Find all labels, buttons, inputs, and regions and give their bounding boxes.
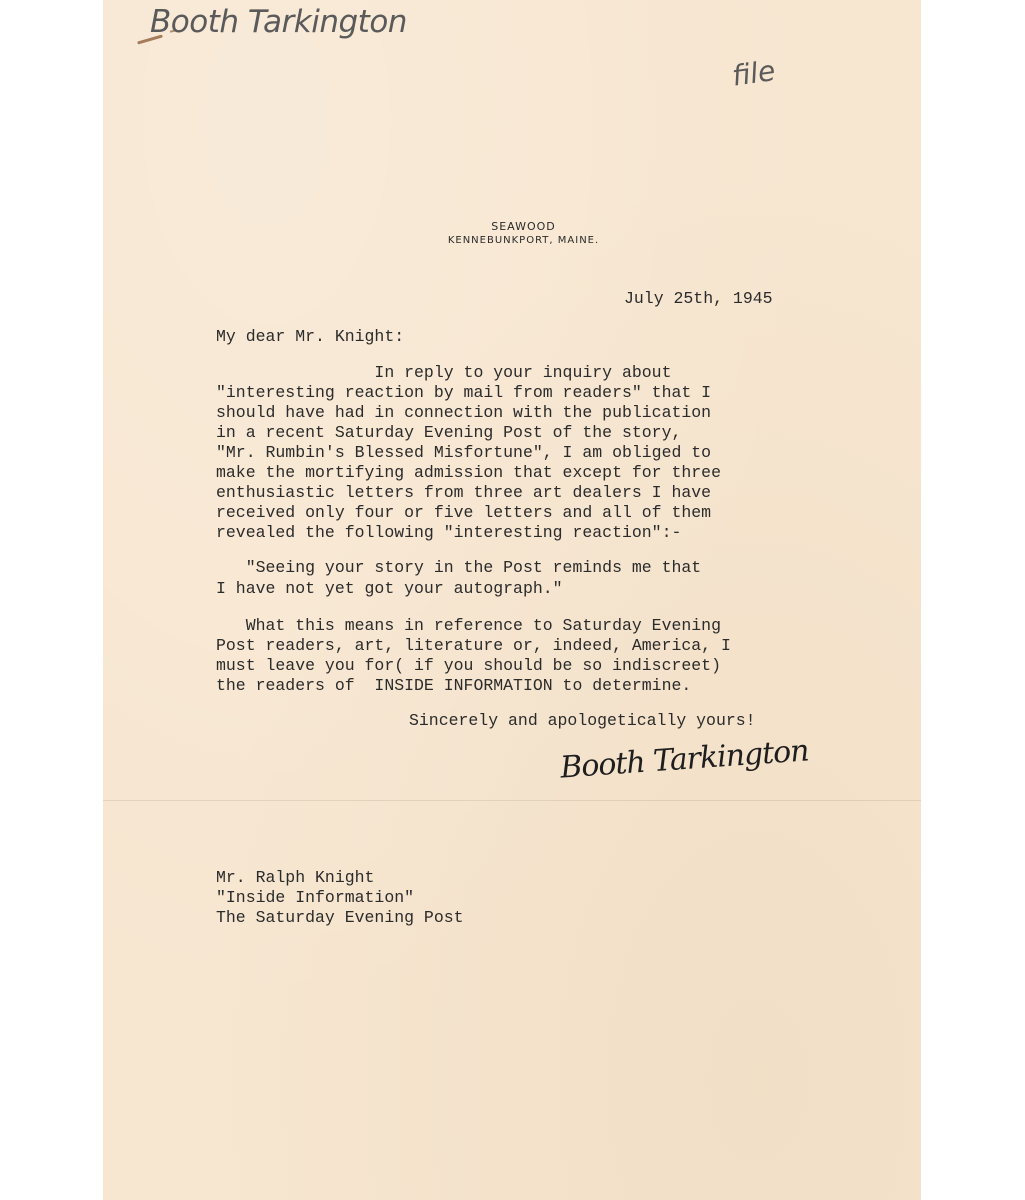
letter-paper [103, 0, 921, 1200]
body-line: make the mortifying admission that except for three [216, 463, 721, 482]
handwritten-file-annotation: file [730, 54, 778, 93]
recipient-department: "Inside Information" [216, 888, 415, 907]
body-line: In reply to your inquiry about [216, 363, 672, 382]
letter-date: July 25th, 1945 [624, 289, 773, 308]
recipient-name: Mr. Ralph Knight [216, 868, 375, 887]
body-line: revealed the following "interesting reaction":- [216, 523, 682, 542]
fold-line [103, 800, 921, 801]
body-line: "interesting reaction by mail from readers" that I [216, 383, 712, 402]
letterhead-estate: SEAWOOD [491, 220, 556, 233]
body-line: received only four or five letters and all of them [216, 503, 712, 522]
closing: Sincerely and apologetically yours! [409, 711, 756, 730]
body-line: "Mr. Rumbin's Blessed Misfortune", I am obliged to [216, 443, 712, 462]
salutation: My dear Mr. Knight: [216, 327, 405, 346]
quote-line: I have not yet got your autograph." [216, 579, 563, 598]
body-line: must leave you for( if you should be so indiscreet) [216, 656, 721, 675]
body-line: in a recent Saturday Evening Post of the story, [216, 423, 682, 442]
quote-line: "Seeing your story in the Post reminds me that [216, 558, 702, 577]
recipient-publication: The Saturday Evening Post [216, 908, 464, 927]
body-line: Post readers, art, literature or, indeed, America, I [216, 636, 731, 655]
body-line: the readers of INSIDE INFORMATION to determine. [216, 676, 692, 695]
signature: Booth Tarkington [559, 733, 810, 786]
handwritten-name-annotation: Booth Tarkington [150, 4, 407, 40]
body-line: What this means in reference to Saturday Evening [216, 616, 721, 635]
letterhead-location: KENNEBUNKPORT, MAINE. [447, 235, 600, 246]
body-line: should have had in connection with the publication [216, 403, 712, 422]
body-line: enthusiastic letters from three art dealers I have [216, 483, 712, 502]
